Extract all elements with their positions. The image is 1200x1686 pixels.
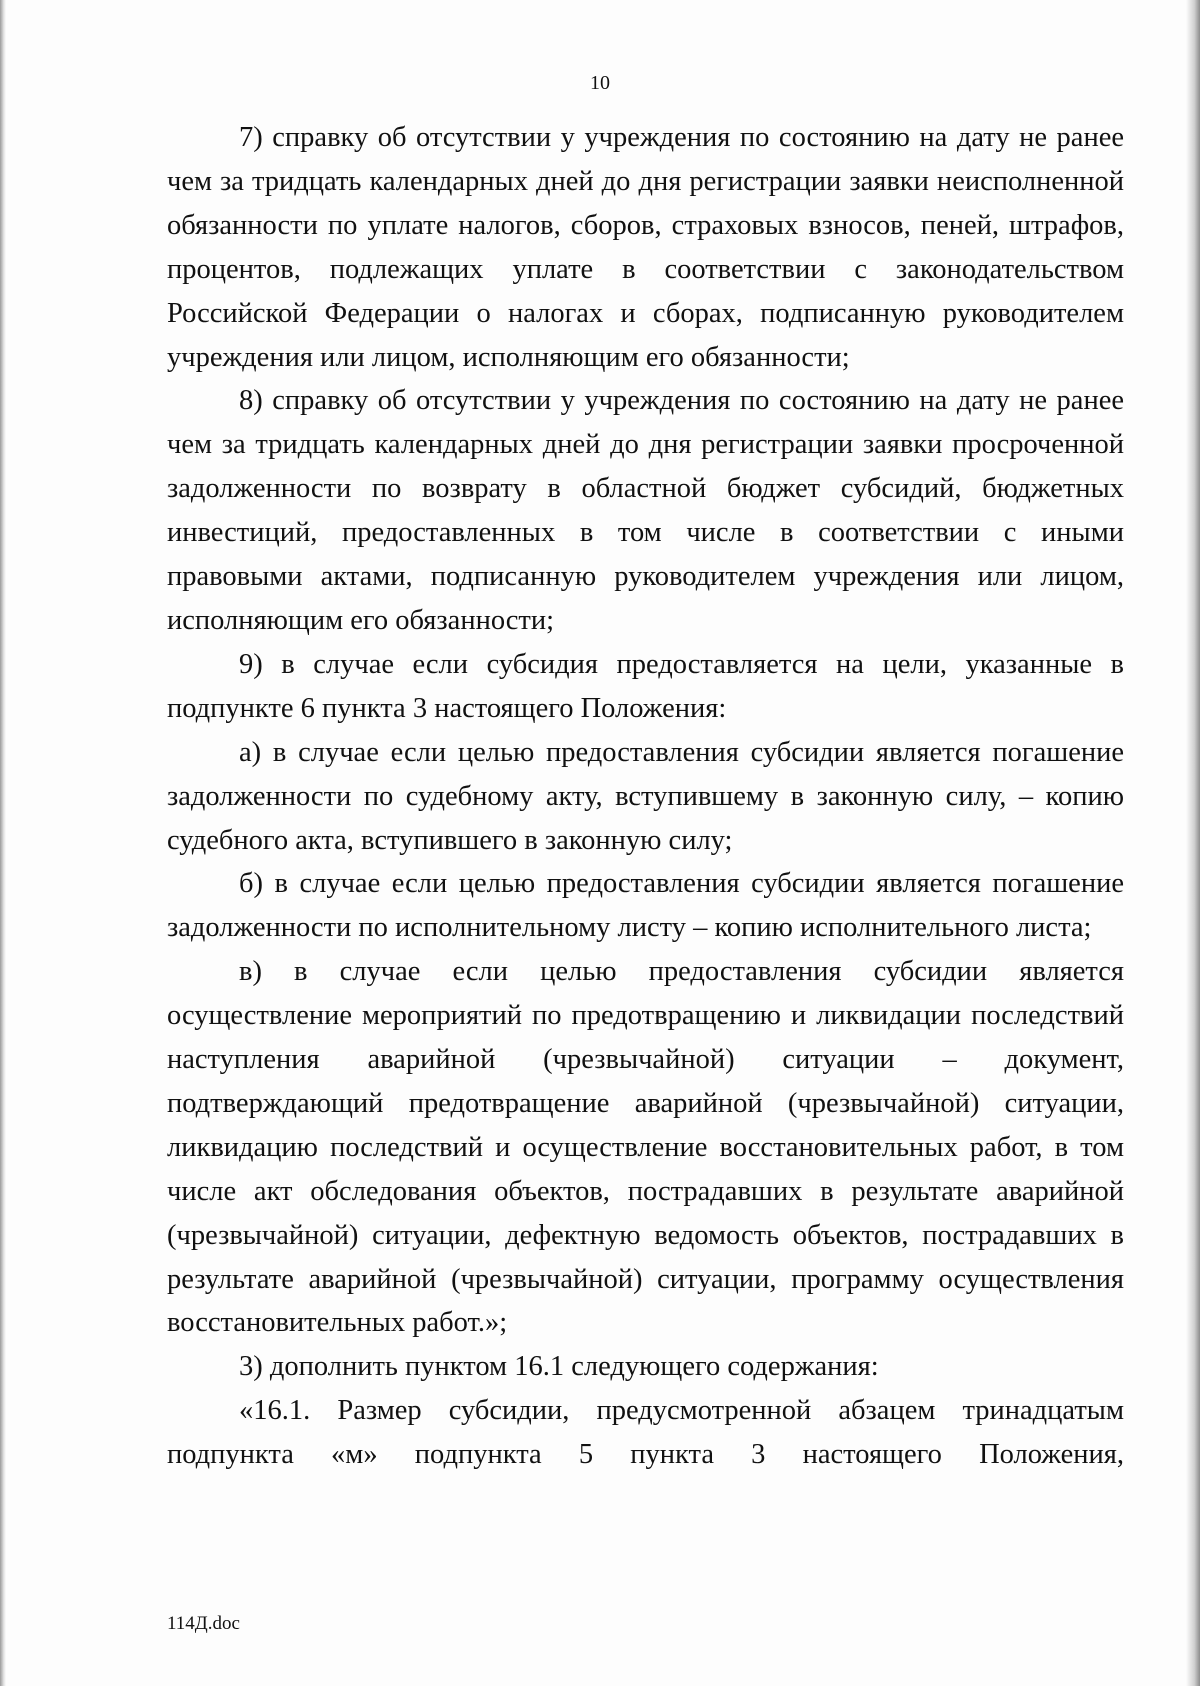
paragraph-item-9: 9) в случае если субсидия предоставляется на цели, указанные в подпункте 6 пункта 3 настоящего Положения: — [167, 648, 1124, 724]
paragraph-subitem-a: а) в случае если целью предоставления субсидии является погашение задолженности по судебному акту, вступившему в законную силу, – копию судебного акта, вступившего в законную силу; — [167, 736, 1124, 856]
paragraph-subitem-v: в) в случае если целью предоставления субсидии является осуществление мероприятий по предотвращению и ликвидации последствий наступления аварийной (чрезвычайной) ситуации – документ, подтверждающий предотвращение аварийной (чрезвычайной) ситуации, ликвидацию последствий и осуществление восстановительных работ, в том числе акт обследования объектов, пострадавших в результате аварийной (чрезвычайной) ситуации, дефектную ведомость объектов, пострадавших в результате аварийной (чрезвычайной) ситуации, программу осуществления восстановительных работ.»; — [167, 956, 1124, 1339]
paragraph-item-8: 8) справку об отсутствии у учреждения по состоянию на дату не ранее чем за тридцать календарных дней до дня регистрации заявки просроченной задолженности по возврату в областной бюджет субсидий, бюджетных инвестиций, предоставленных в том числе в соответствии с иными правовыми актами, подписанную руководителем учреждения или лицом, исполняющим его обязанности; — [167, 385, 1124, 636]
paragraph-item-3-amendment: 3) дополнить пунктом 16.1 следующего содержания: — [239, 1351, 879, 1383]
footer-filename: 114Д.doc — [167, 1613, 240, 1634]
document-body — [167, 116, 1124, 1477]
paragraph-16-1: «16.1. Размер субсидии, предусмотренной абзацем тринадцатым подпункта «м» подпункта 5 пункта 3 настоящего Положения, — [167, 1395, 1124, 1471]
scan-edge-left — [0, 0, 6, 1686]
paragraph-item-7: 7) справку об отсутствии у учреждения по состоянию на дату не ранее чем за тридцать календарных дней до дня регистрации заявки неисполненной обязанности по уплате налогов, сборов, страховых взносов, пеней, штрафов, процентов, подлежащих уплате в соответствии с законодательством Российской Федерации о налогах и сборах, подписанную руководителем учреждения или лицом, исполняющим его обязанности; — [167, 122, 1124, 373]
page-number: 10 — [590, 72, 610, 94]
paragraph-subitem-b: б) в случае если целью предоставления субсидии является погашение задолженности по исполнительному листу – копию исполнительного листа; — [167, 868, 1124, 944]
scan-edge-right — [1186, 0, 1200, 1686]
